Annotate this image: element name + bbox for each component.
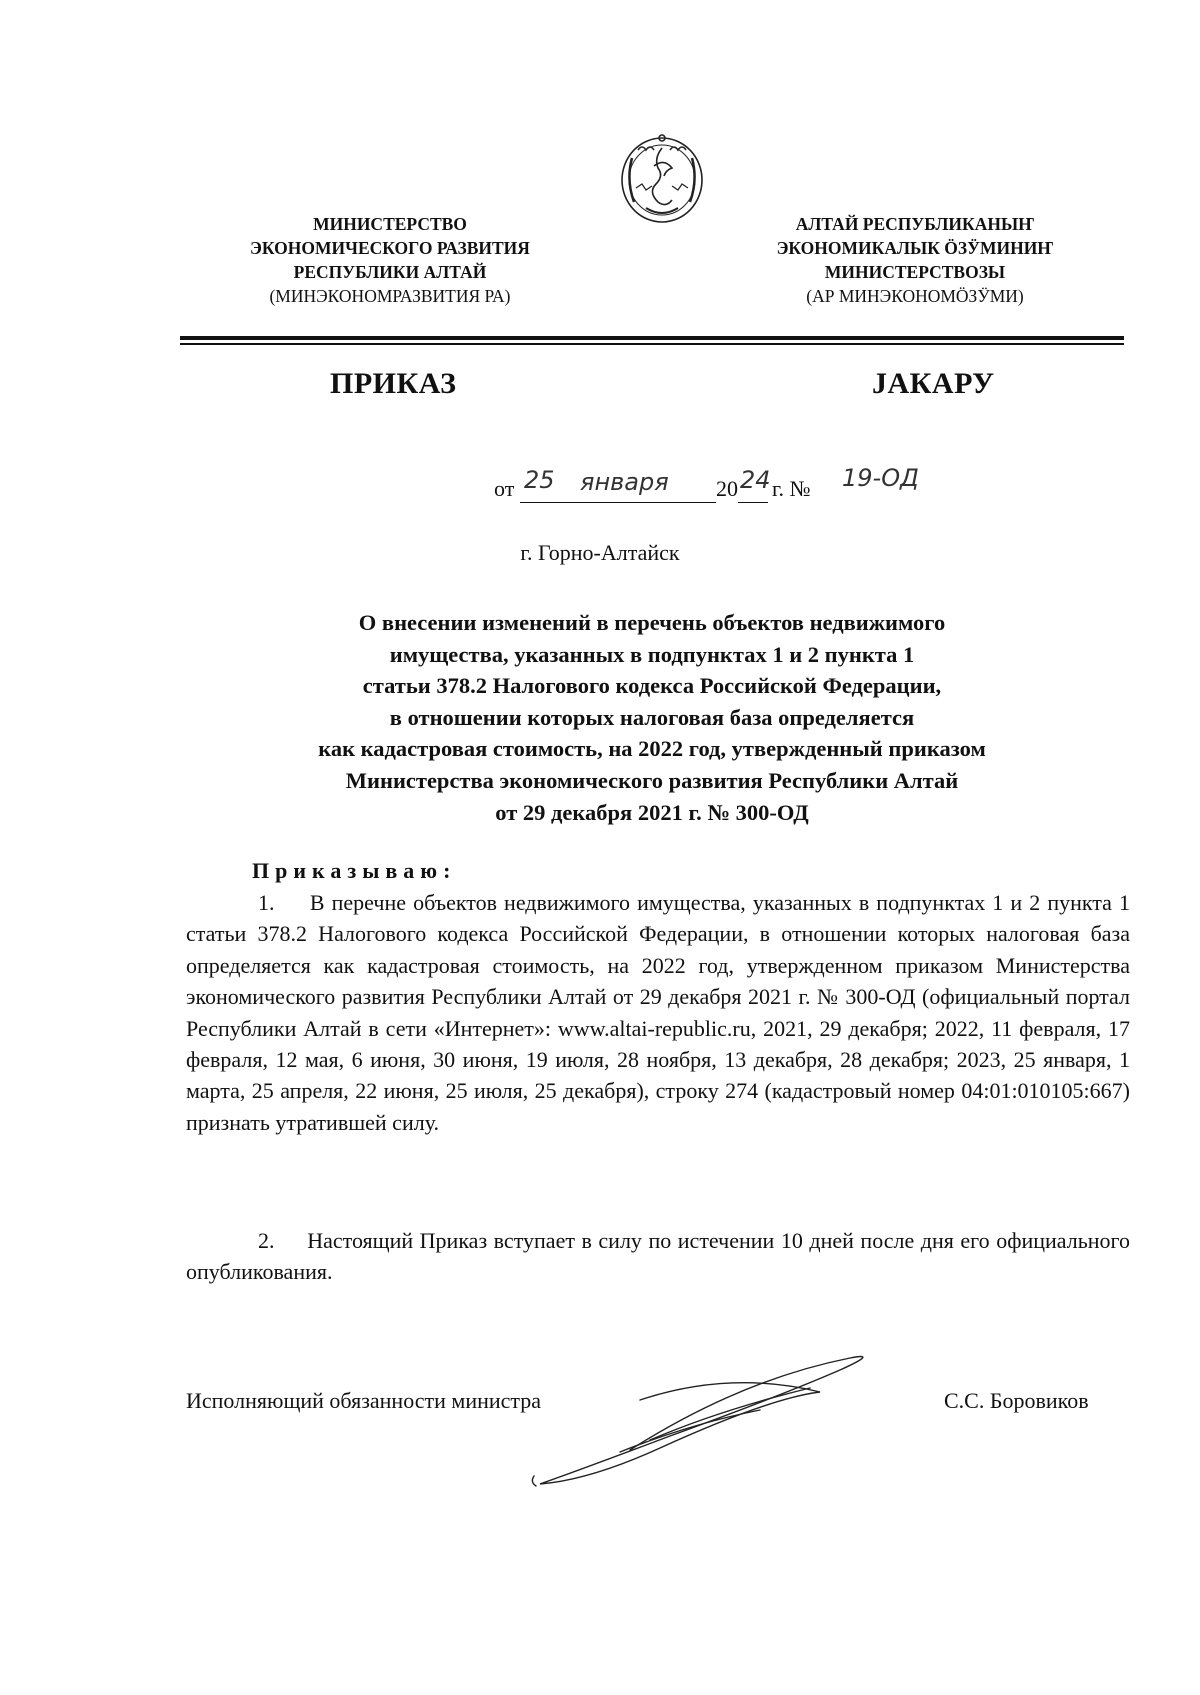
emblem-icon bbox=[616, 128, 708, 228]
date-underline bbox=[520, 502, 716, 503]
paragraph-2: 2. Настоящий Приказ вступает в силу по истечении 10 дней после дня его официального опубликования. bbox=[186, 1228, 1130, 1285]
header-alt-line-4: (АР МИНЭКОНОМÖЗӰМИ) bbox=[806, 286, 1024, 306]
header-ru-line-4: (МИНЭКОНОМРАЗВИТИЯ РА) bbox=[269, 286, 511, 306]
signatory-position: Исполняющий обязанности министра bbox=[186, 1388, 542, 1413]
header-ru-line-2: ЭКОНОМИЧЕСКОГО РАЗВИТИЯ bbox=[250, 238, 530, 258]
date-line bbox=[494, 466, 964, 506]
header-ru-line-1: МИНИСТЕРСТВО bbox=[313, 214, 467, 234]
city-line: г. Горно-Алтайск bbox=[520, 540, 680, 565]
date-year-prefix: 20 bbox=[716, 476, 738, 501]
title-line: статьи 378.2 Налогового кодекса Российской Федерации, bbox=[362, 673, 942, 699]
paragraph-1: 1. В перечне объектов недвижимого имущества, указанных в подпунктах 1 и 2 пункта 1 статьи 378.2 Налогового кодекса Российской Федерации, в отношении которых налоговая база определяется как кадастровая стоимость, на 2022 год, утвержденном приказом Министерства экономического развития Республики Алтай от 29 декабря 2021 г. № 300-ОД (официальный портал Республики Алтай в сети «Интернет»: www.altai-republic.ru, 2021, 29 декабря; 2022, 11 февраля, 17 февраля, 12 мая, 6 июня, 30 июня, 19 июля, 28 ноября, 13 декабря, 28 декабря; 2023, 25 января, 1 марта, 25 апреля, 22 июня, 25 июля, 25 декабря), строку 274 (кадастровый номер 04:01:010105:667) признать утратившей силу. bbox=[186, 890, 1130, 1135]
doc-type-alt: ЈАКАРУ bbox=[872, 367, 995, 400]
title-line: в отношении которых налоговая база определяется bbox=[389, 704, 915, 730]
order-number-handwritten: 19-ОД bbox=[842, 464, 919, 492]
ministry-header-alt bbox=[755, 212, 1075, 308]
header-divider-thick bbox=[180, 336, 1124, 340]
ministry-header-ru bbox=[200, 212, 580, 308]
date-year-word: г. № bbox=[772, 476, 811, 501]
year-underline bbox=[738, 502, 768, 503]
header-alt-line-3: МИНИСТЕРСТВОЗЫ bbox=[824, 262, 1006, 282]
header-alt-line-2: ЭКОНОМИКАЛЫК ÖЗӰМИНИҤ bbox=[776, 238, 1054, 258]
header-divider-thin bbox=[180, 343, 1124, 345]
title-line: имущества, указанных в подпунктах 1 и 2 пункта 1 bbox=[389, 641, 915, 667]
signatory-name: С.С. Боровиков bbox=[944, 1388, 1089, 1413]
title-line: Министерства экономического развития Республики Алтай bbox=[345, 767, 959, 793]
document-title bbox=[180, 607, 1124, 828]
header-ru-line-3: РЕСПУБЛИКИ АЛТАЙ bbox=[293, 262, 487, 282]
date-month-handwritten: января bbox=[580, 468, 669, 496]
title-line: от 29 декабря 2021 г. № 300-ОД bbox=[495, 799, 809, 825]
date-prefix: от bbox=[494, 476, 515, 501]
order-word: Приказываю: bbox=[252, 858, 457, 883]
title-line: как кадастровая стоимость, на 2022 год, утвержденный приказом bbox=[318, 736, 986, 762]
date-year-handwritten: 24 bbox=[740, 466, 771, 494]
doc-type-ru: ПРИКАЗ bbox=[330, 367, 457, 400]
handwritten-signature-icon bbox=[520, 1340, 940, 1490]
header-alt-line-1: АЛТАЙ РЕСПУБЛИКАНЫҤ bbox=[795, 214, 1035, 234]
date-day-handwritten: 25 bbox=[524, 466, 555, 494]
title-line: О внесении изменений в перечень объектов недвижимого bbox=[358, 610, 946, 635]
